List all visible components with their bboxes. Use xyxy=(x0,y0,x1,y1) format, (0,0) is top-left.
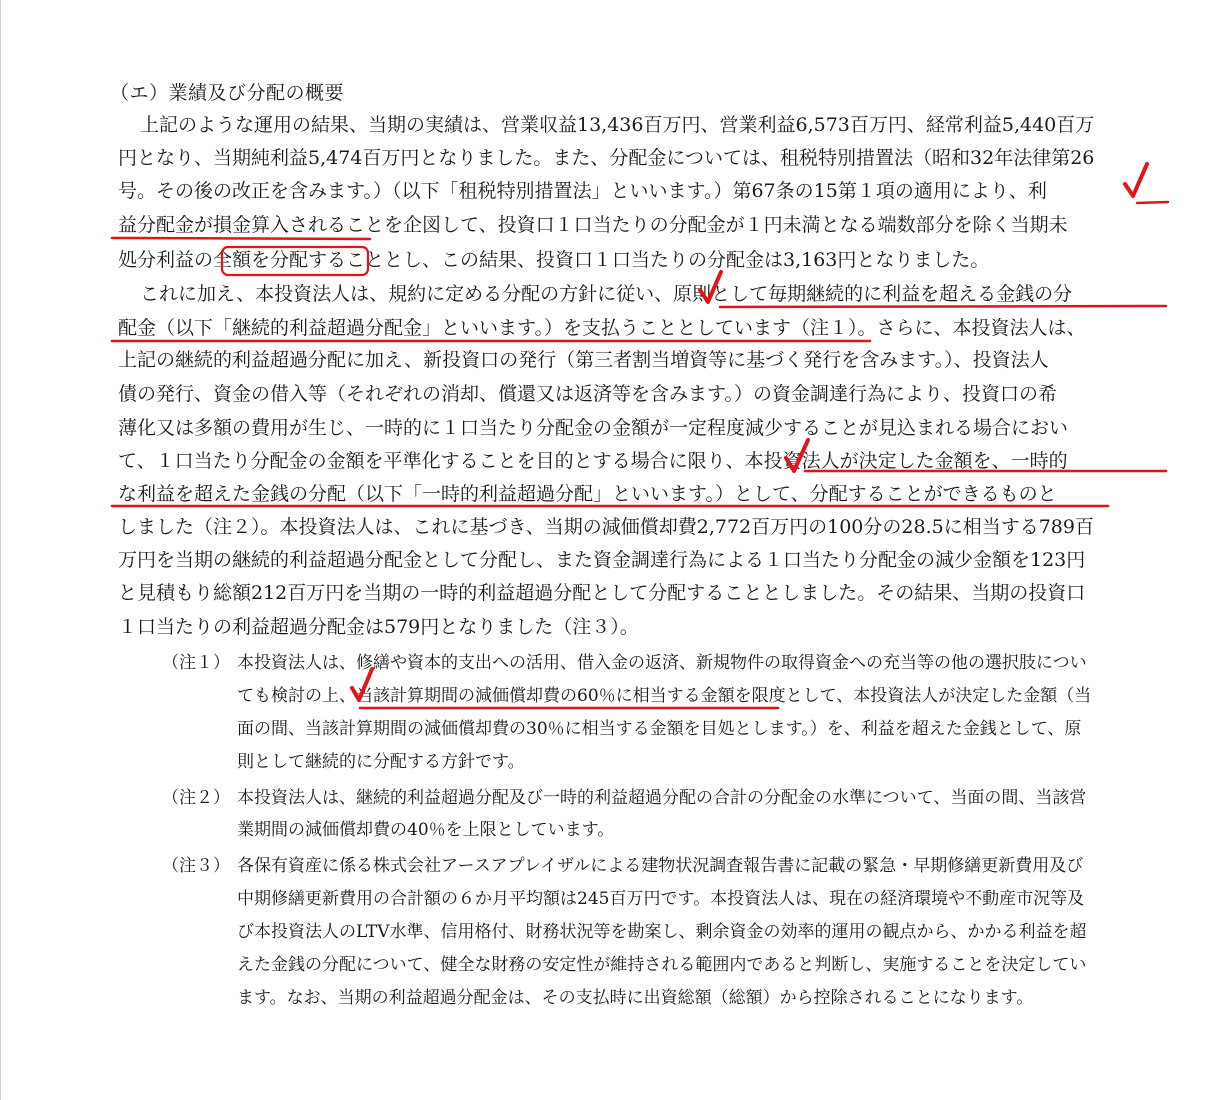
paragraph-line: 上記の継続的利益超過分配に加え、新投資口の発行（第三者割当増資等に基づく発行を含みます。）、投資法人 xyxy=(118,349,1049,371)
paragraph-line: 号。その後の改正を含みます。）（以下「租税特別措置法」といいます。）第67条の15第１項の適用により、利 xyxy=(118,180,1047,202)
note-line: 面の間、当該計算期間の減価償却費の30％に相当する金額を目処とします。）を、利益を超えた金銭として、原 xyxy=(237,719,1082,739)
paragraph-line: 薄化又は多額の費用が生じ、一時的に１口当たり分配金の金額が一定程度減少することが見込まれる場合におい xyxy=(118,417,1069,439)
note-line: 本投資法人は、修繕や資本的支出への活用、借入金の返済、新規物件の取得資金への充当等の他の選択肢につい xyxy=(237,653,1087,673)
note-line: 本投資法人は、継続的利益超過分配及び一時的利益超過分配の合計の分配金の水準について、当面の間、当該営 xyxy=(237,788,1087,808)
note-line: ても検討の上、当該計算期間の減価償却費の60％に相当する金額を限度として、本投資法人が決定した金額（当 xyxy=(237,686,1092,706)
paragraph-line: な利益を超えた金銭の分配（以下「一時的利益超過分配」といいます。）として、分配することができるものと xyxy=(118,483,1057,505)
paragraph-line: と見積もり総額212百万円を当期の一時的利益超過分配として分配することとしました。その結果、当期の投資口 xyxy=(118,582,1086,604)
note-line: ます。なお、当期の利益超過分配金は、その支払時に出資総額（総額）から控除されることになります。 xyxy=(237,988,1034,1008)
paragraph-line: 上記のような運用の結果、当期の実績は、営業収益13,436百万円、営業利益6,573百万円、経常利益5,440百万 xyxy=(140,114,1095,136)
note-line: えた金銭の分配について、健全な財務の安定性が維持される範囲内であると判断し、実施することを決定してい xyxy=(237,955,1087,975)
note-line: 各保有資産に係る株式会社アースアプレイザルによる建物状況調査報告書に記載の緊急・早期修繕更新費用及び xyxy=(237,856,1084,876)
note-label: （注１） xyxy=(162,653,230,673)
note-label: （注２） xyxy=(162,788,230,808)
paragraph-line: 円となり、当期純利益5,474百万円となりました。また、分配金については、租税特別措置法（昭和32年法律第26 xyxy=(118,147,1095,169)
note-line: 中期修繕更新費用の合計額の６か月平均額は245百万円です。本投資法人は、現在の経済環境や不動産市況等及 xyxy=(237,889,1085,909)
note-label: （注３） xyxy=(162,856,230,876)
note-line: び本投資法人のLTV水準、信用格付、財務状況等を勘案し、剰余資金の効率的運用の観点から、かかる利益を超 xyxy=(237,922,1087,942)
note-line: 業期間の減価償却費の40％を上限としています。 xyxy=(237,820,615,840)
underline-mark xyxy=(112,238,370,239)
underline-mark xyxy=(1137,202,1168,203)
underline-mark xyxy=(720,306,1166,307)
paragraph-line: しました（注２）。本投資法人は、これに基づき、当期の減価償却費2,772百万円の100分の28.5に相当する789百 xyxy=(118,516,1094,538)
paragraph-line: 益分配金が損金算入されることを企図して、投資口１口当たりの分配金が１円未満となる端数部分を除く当期未 xyxy=(118,214,1068,236)
paragraph-line: て、１口当たり分配金の金額を平準化することを目的とする場合に限り、本投資法人が決定した金額を、一時的 xyxy=(118,450,1068,472)
paragraph-line: 債の発行、資金の借入等（それぞれの消却、償還又は返済等を含みます。）の資金調達行為により、投資口の希 xyxy=(118,383,1057,405)
paragraph-line: 万円を当期の継続的利益超過分配金として分配し、また資金調達行為による１口当たり分配金の減少金額を123円 xyxy=(118,549,1086,571)
note-line: 則として継続的に分配する方針です。 xyxy=(237,752,525,772)
page-left-border xyxy=(0,0,1,1100)
paragraph-line: 配金（以下「継続的利益超過分配金」といいます。）を支払うこととしています（注１）。さらに、本投資法人は、 xyxy=(118,317,1086,339)
paragraph-line: 処分利益の全額を分配することとし、この結果、投資口１口当たりの分配金は3,163円となりました。 xyxy=(118,249,990,271)
paragraph-line: １口当たりの利益超過分配金は579円となりました（注３）。 xyxy=(118,616,639,638)
paragraph-line: これに加え、本投資法人は、規約に定める分配の方針に従い、原則として毎期継続的に利益を超える金銭の分 xyxy=(140,283,1073,305)
section-heading: （エ）業績及び分配の概要 xyxy=(110,82,345,104)
